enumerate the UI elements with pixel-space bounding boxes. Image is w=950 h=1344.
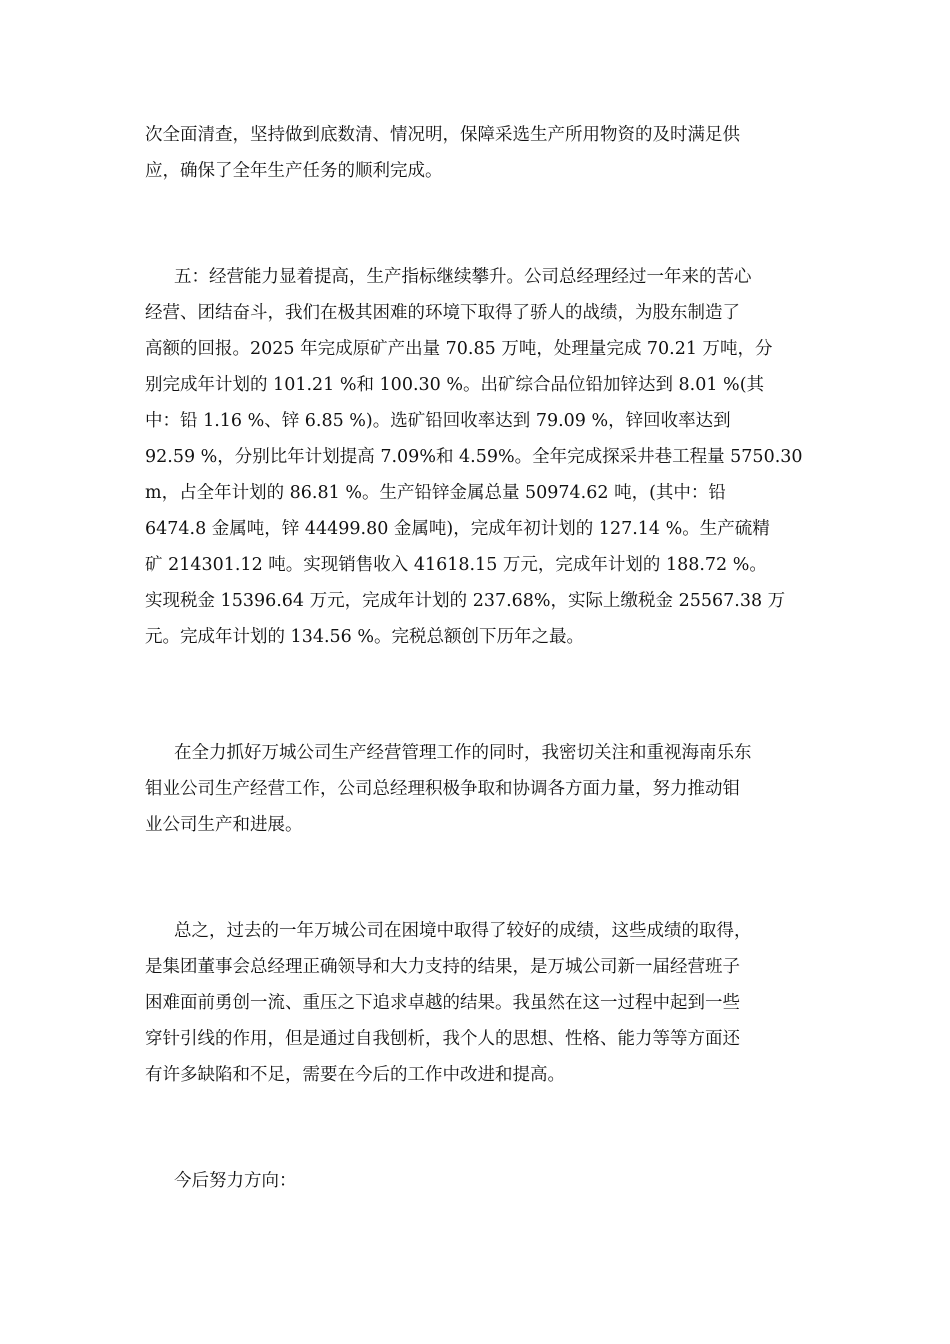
text-line: 业公司生产和进展。 [145,815,303,835]
paragraph-materials-inventory [145,117,815,189]
text-line: 五：经营能力显着提高，生产指标继续攀升。公司总经理经过一年来的苦心 [174,267,752,287]
text-line: 高额的回报。2025 年完成原矿产出量 70.85 万吨，处理量完成 70.21 万吨，分 [145,339,773,359]
text-line: 钼业公司生产经营工作，公司总经理积极争取和协调各方面力量，努力推动钼 [145,779,740,799]
text-line: m，占全年计划的 86.81 %。生产铅锌金属总量 50974.62 吨，(其中：铅 [145,483,726,503]
text-line: 矿 214301.12 吨。实现销售收入 41618.15 万元，完成年计划的 188.72 %。 [145,555,767,575]
text-line: 中：铅 1.16 %、锌 6.85 %)。选矿铅回收率达到 79.09 %，锌回收率达到 [145,411,731,431]
text-line: 穿针引线的作用，但是通过自我刨析，我个人的思想、性格、能力等等方面还 [145,1029,740,1049]
text-line: 总之，过去的一年万城公司在困境中取得了较好的成绩，这些成绩的取得， [174,921,752,941]
text-line: 经营、团结奋斗，我们在极其困难的环境下取得了骄人的战绩，为股东制造了 [145,303,740,323]
text-line: 是集团董事会总经理正确领导和大力支持的结果，是万城公司新一届经营班子 [145,957,740,977]
text-line: 92.59 %，分别比年计划提高 7.09%和 4.59%。全年完成探采井巷工程量 5750.30 [145,447,803,467]
text-line: 别完成年计划的 101.21 %和 100.30 %。出矿综合品位铅加锌达到 8.01 %(其 [145,375,765,395]
paragraph-future-direction-heading [145,1163,815,1199]
text-line: 实现税金 15396.64 万元，完成年计划的 237.68%，实际上缴税金 25567.38 万 [145,591,786,611]
text-line: 6474.8 金属吨，锌 44499.80 金属吨)，完成年初计划的 127.14 %。生产硫精 [145,519,770,539]
text-line: 困难面前勇创一流、重压之下追求卓越的结果。我虽然在这一过程中起到一些 [145,993,740,1013]
paragraph-summary [145,913,815,1093]
paragraph-molybdenum-company [145,735,815,843]
text-line: 元。完成年计划的 134.56 %。完税总额创下历年之最。 [145,627,584,647]
text-line: 次全面清查，坚持做到底数清、情况明，保障采选生产所用物资的及时满足供 [145,125,740,145]
text-line: 有许多缺陷和不足，需要在今后的工作中改进和提高。 [145,1065,565,1085]
paragraph-operating-capability [145,259,815,655]
text-line: 今后努力方向： [174,1171,297,1191]
text-line: 应，确保了全年生产任务的顺利完成。 [145,161,443,181]
text-line: 在全力抓好万城公司生产经营管理工作的同时，我密切关注和重视海南乐东 [174,743,752,763]
